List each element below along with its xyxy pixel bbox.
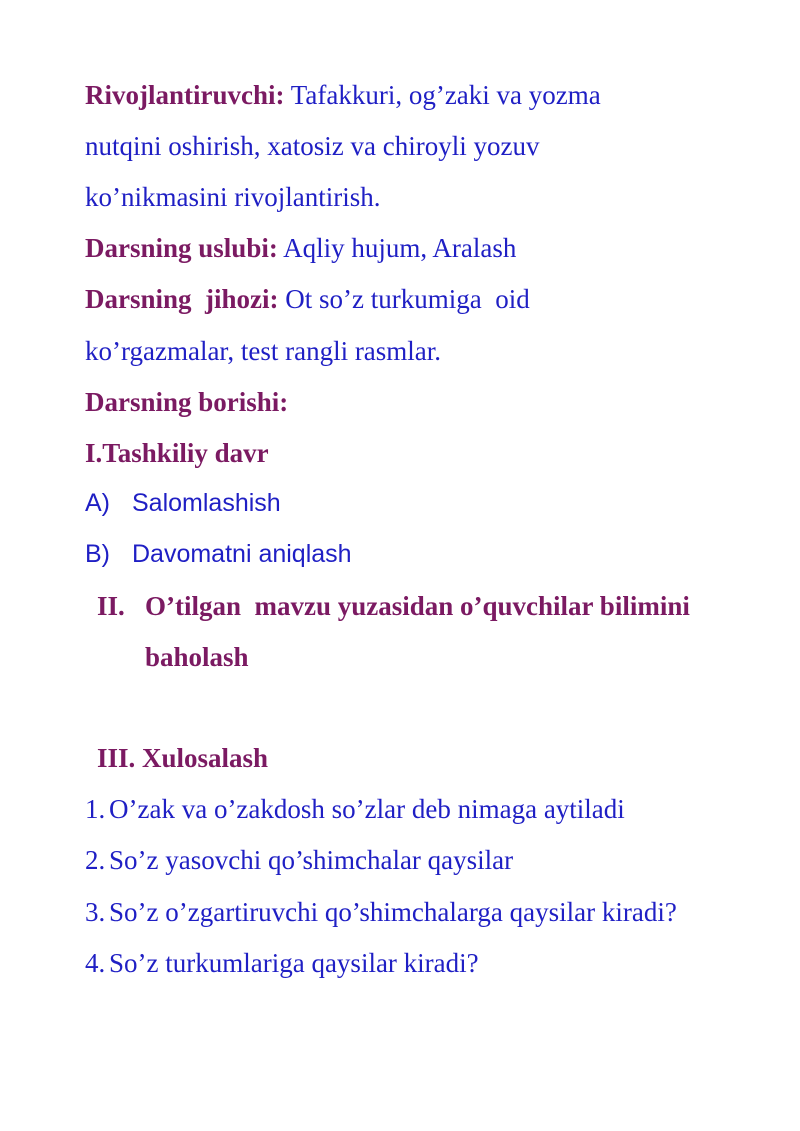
developing-objective-text: Tafakkuri, og’zaki va yozma xyxy=(290,80,601,110)
list-marker: A) xyxy=(85,489,110,517)
section-2-title-text: O’tilgan mavzu yuzasidan o’quvchilar bilimini xyxy=(145,591,690,621)
lesson-equipment-value: Ot so’z turkumiga oid xyxy=(285,284,530,314)
section-1-item-b xyxy=(85,542,352,567)
question-number: 3. xyxy=(85,897,106,927)
question-2 xyxy=(85,847,513,874)
developing-objective-label: Rivojlantiruvchi: xyxy=(85,80,285,110)
lesson-procedure-heading: Darsning borishi: xyxy=(85,387,289,417)
lesson-style-label: Darsning uslubi: xyxy=(85,233,278,263)
developing-objective-line-1 xyxy=(85,82,601,109)
question-text: So’z yasovchi qo’shimchalar qaysilar xyxy=(109,845,514,875)
question-4 xyxy=(85,950,479,977)
section-1-item-a xyxy=(85,491,281,516)
developing-objective-line-3: ko’nikmasini rivojlantirish. xyxy=(85,182,381,212)
list-item-text: Davomatni aniqlash xyxy=(132,540,352,568)
section-3-title: III. Xulosalash xyxy=(97,743,269,773)
question-text: O’zak va o’zakdosh so’zlar deb nimaga aytiladi xyxy=(109,794,625,824)
question-number: 4. xyxy=(85,948,106,978)
lesson-equipment-label: Darsning jihozi: xyxy=(85,284,279,314)
question-number: 1. xyxy=(85,794,106,824)
section-1-title: I.Tashkiliy davr xyxy=(85,438,269,468)
question-number: 2. xyxy=(85,845,106,875)
section-2-marker: II. xyxy=(97,591,125,621)
section-2-title-line-2: baholash xyxy=(145,642,249,672)
list-marker: B) xyxy=(85,540,110,568)
question-text: So’z o’zgartiruvchi qo’shimchalarga qaysilar kiradi? xyxy=(109,897,677,927)
lesson-equipment-line-2: ko’rgazmalar, test rangli rasmlar. xyxy=(85,336,442,366)
question-1 xyxy=(85,796,625,823)
lesson-style-value: Aqliy hujum, Aralash xyxy=(283,233,517,263)
list-item-text: Salomlashish xyxy=(132,489,281,517)
developing-objective-line-2: nutqini oshirish, xatosiz va chiroyli yozuv xyxy=(85,131,540,161)
section-2-title-line-1 xyxy=(97,593,690,620)
lesson-style-line xyxy=(85,235,516,262)
question-text: So’z turkumlariga qaysilar kiradi? xyxy=(109,948,479,978)
lesson-equipment-line-1 xyxy=(85,286,530,313)
question-3 xyxy=(85,899,677,926)
